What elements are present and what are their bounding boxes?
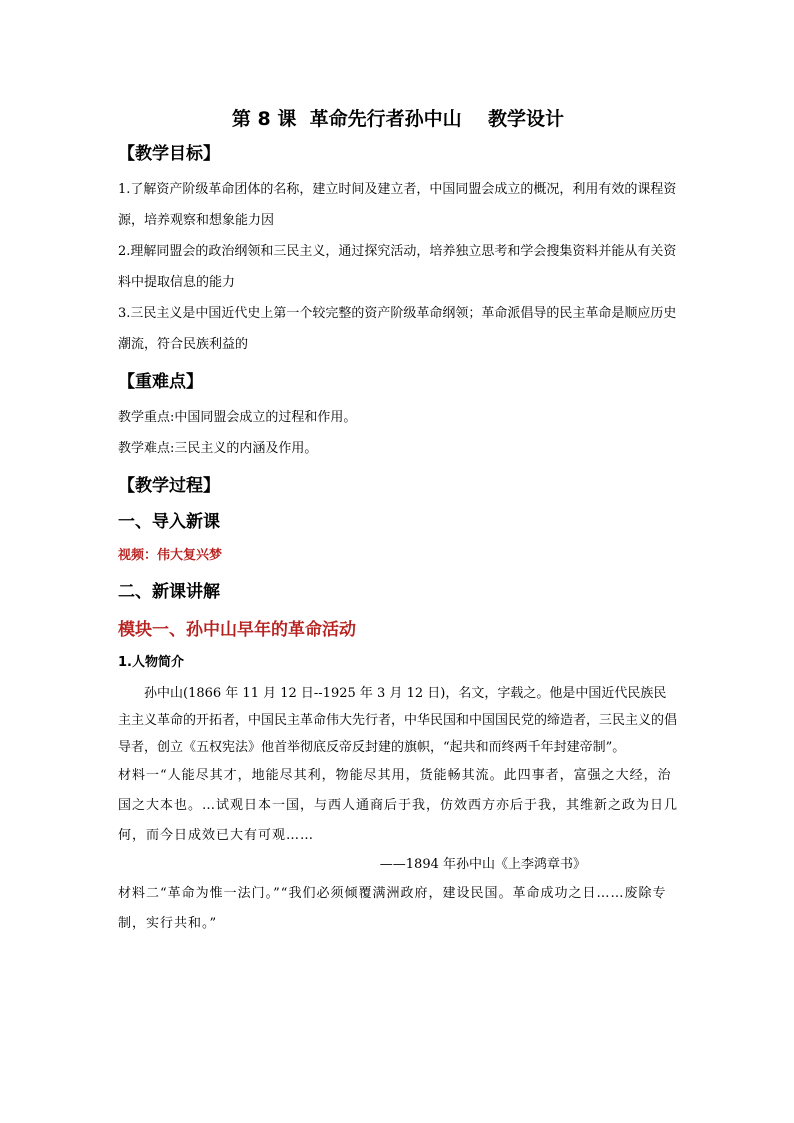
part1-heading: 一、导入新课 — [118, 512, 220, 532]
page-title: 第 8 课 革命先行者孙中山 教学设计 — [231, 108, 565, 130]
objective-item-3: 3.三民主义是中国近代史上第一个较完整的资产阶级革命纲领；革命派倡导的民主革命是顺应历史潮流，符合民族利益的 — [118, 306, 677, 352]
material-one-source: ——1894 年孙中山《上李鸿章书》 — [379, 857, 586, 872]
bio-heading: 1.人物简介 — [118, 655, 184, 670]
intro-video-link[interactable]: 视频：伟大复兴梦 — [118, 548, 223, 563]
part2-heading: 二、新课讲解 — [118, 582, 220, 602]
keypoints-heading: 【重难点】 — [118, 372, 203, 392]
material-one: 材料一“人能尽其才，地能尽其利，物能尽其用，货能畅其流。此四事者，富强之大经，治国之大本也。…试观日本一国，与西人通商后于我，仿效西方亦后于我，其维新之政为日几何，而今日成效已大有可观…… — [118, 768, 679, 843]
module1-heading: 模块一、孙中山早年的革命活动 — [118, 620, 356, 640]
material-two: 材料二“革命为惟一法门。”“我们必须倾覆满洲政府，建设民国。革命成功之日……废除专制，实行共和。” — [118, 886, 667, 931]
objective-item-1: 1.了解资产阶级革命团体的名称，建立时间及建立者，中国同盟会成立的概况，利用有效的课程资源，培养观察和想象能力因 — [118, 182, 677, 228]
document-page — [118, 100, 678, 939]
objectives-heading: 【教学目标】 — [118, 144, 220, 164]
process-heading: 【教学过程】 — [118, 476, 220, 496]
teaching-difficulty: 教学难点:三民主义的内涵及作用。 — [118, 441, 318, 456]
bio-paragraph: 孙中山(1866 年 11 月 12 日--1925 年 3 月 12 日)，名文，字载之。他是中国近代民族民主主义革命的开拓者，中国民主革命伟大先行者，中华民国和中国国民党的缔造者，三民主义的倡导者，创立《五权宪法》他首举彻底反帝反封建的旗帜，“起共和而终两千年封建帝制”。 — [118, 686, 678, 755]
teaching-focus: 教学重点:中国同盟会成立的过程和作用。 — [118, 410, 357, 425]
objective-item-2: 2.理解同盟会的政治纲领和三民主义，通过探究活动，培养独立思考和学会搜集资料并能从有关资料中提取信息的能力 — [118, 244, 677, 290]
